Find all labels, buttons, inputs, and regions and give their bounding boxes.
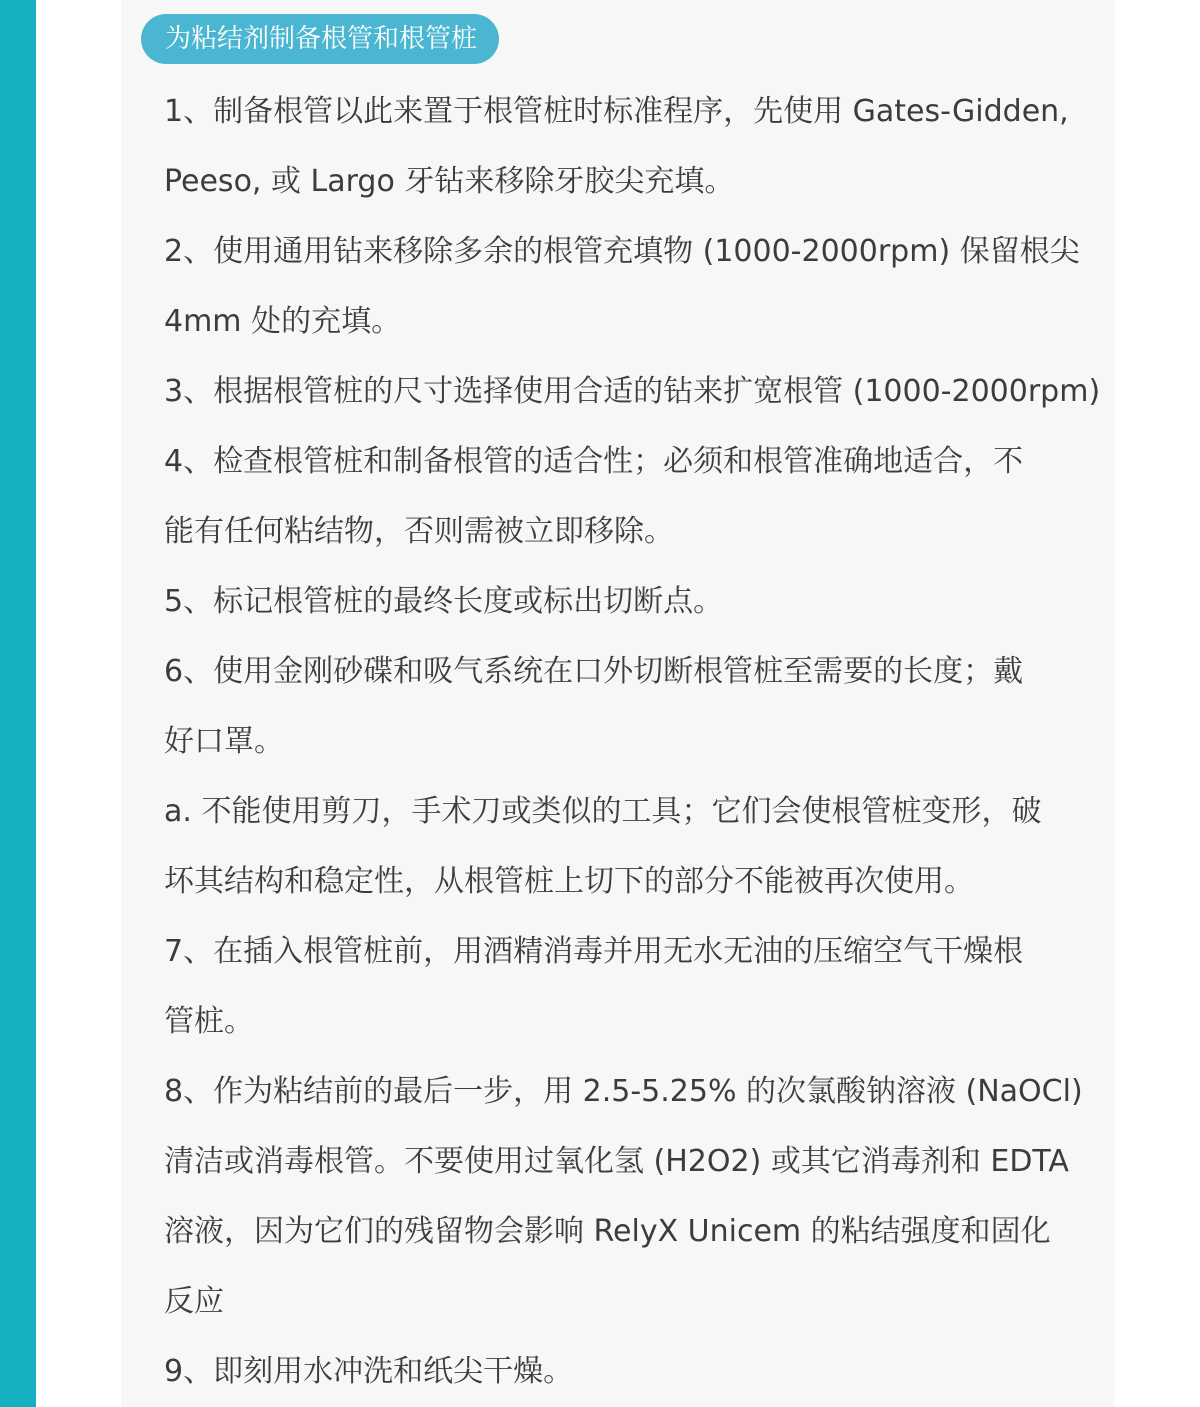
text-line: 7、在插入根管桩前，用酒精消毒并用无水无油的压缩空气干燥根 xyxy=(164,934,1024,969)
text-line: 9、即刻用水冲洗和纸尖干燥。 xyxy=(164,1354,574,1389)
section-title: 为粘结剂制备根管和根管桩 xyxy=(141,14,499,64)
text-line: 4、检查根管桩和制备根管的适合性；必须和根管准确地适合，不 xyxy=(164,444,1024,479)
text-line: 6、使用金刚砂碟和吸气系统在口外切断根管桩至需要的长度；戴 xyxy=(164,654,1024,689)
text-line: 1、制备根管以此来置于根管桩时标准程序，先使用 Gates-Gidden, xyxy=(164,94,1069,129)
text-line: 4mm 处的充填。 xyxy=(164,304,402,339)
text-line: 反应 xyxy=(164,1284,224,1319)
text-line: 清洁或消毒根管。不要使用过氧化氢 (H2O2) 或其它消毒剂和 EDTA xyxy=(164,1144,1069,1179)
text-line: a. 不能使用剪刀，手术刀或类似的工具；它们会使根管桩变形，破 xyxy=(164,794,1042,829)
text-line: 8、作为粘结前的最后一步，用 2.5-5.25% 的次氯酸钠溶液 (NaOCl) xyxy=(164,1074,1083,1109)
text-line: 2、使用通用钻来移除多余的根管充填物 (1000-2000rpm) 保留根尖 xyxy=(164,234,1080,269)
instruction-list xyxy=(164,77,1114,1407)
text-line: Peeso, 或 Largo 牙钻来移除牙胶尖充填。 xyxy=(164,164,735,199)
text-line: 5、标记根管桩的最终长度或标出切断点。 xyxy=(164,584,724,619)
text-line: 溶液，因为它们的残留物会影响 RelyX Unicem 的粘结强度和固化 xyxy=(164,1214,1051,1249)
left-accent-bar xyxy=(0,0,36,1407)
text-line: 坏其结构和稳定性，从根管桩上切下的部分不能被再次使用。 xyxy=(164,864,974,899)
text-line: 能有任何粘结物，否则需被立即移除。 xyxy=(164,514,674,549)
text-line: 3、根据根管桩的尺寸选择使用合适的钻来扩宽根管 (1000-2000rpm) xyxy=(164,374,1101,409)
text-line: 管桩。 xyxy=(164,1004,254,1039)
text-line: 好口罩。 xyxy=(164,724,284,759)
